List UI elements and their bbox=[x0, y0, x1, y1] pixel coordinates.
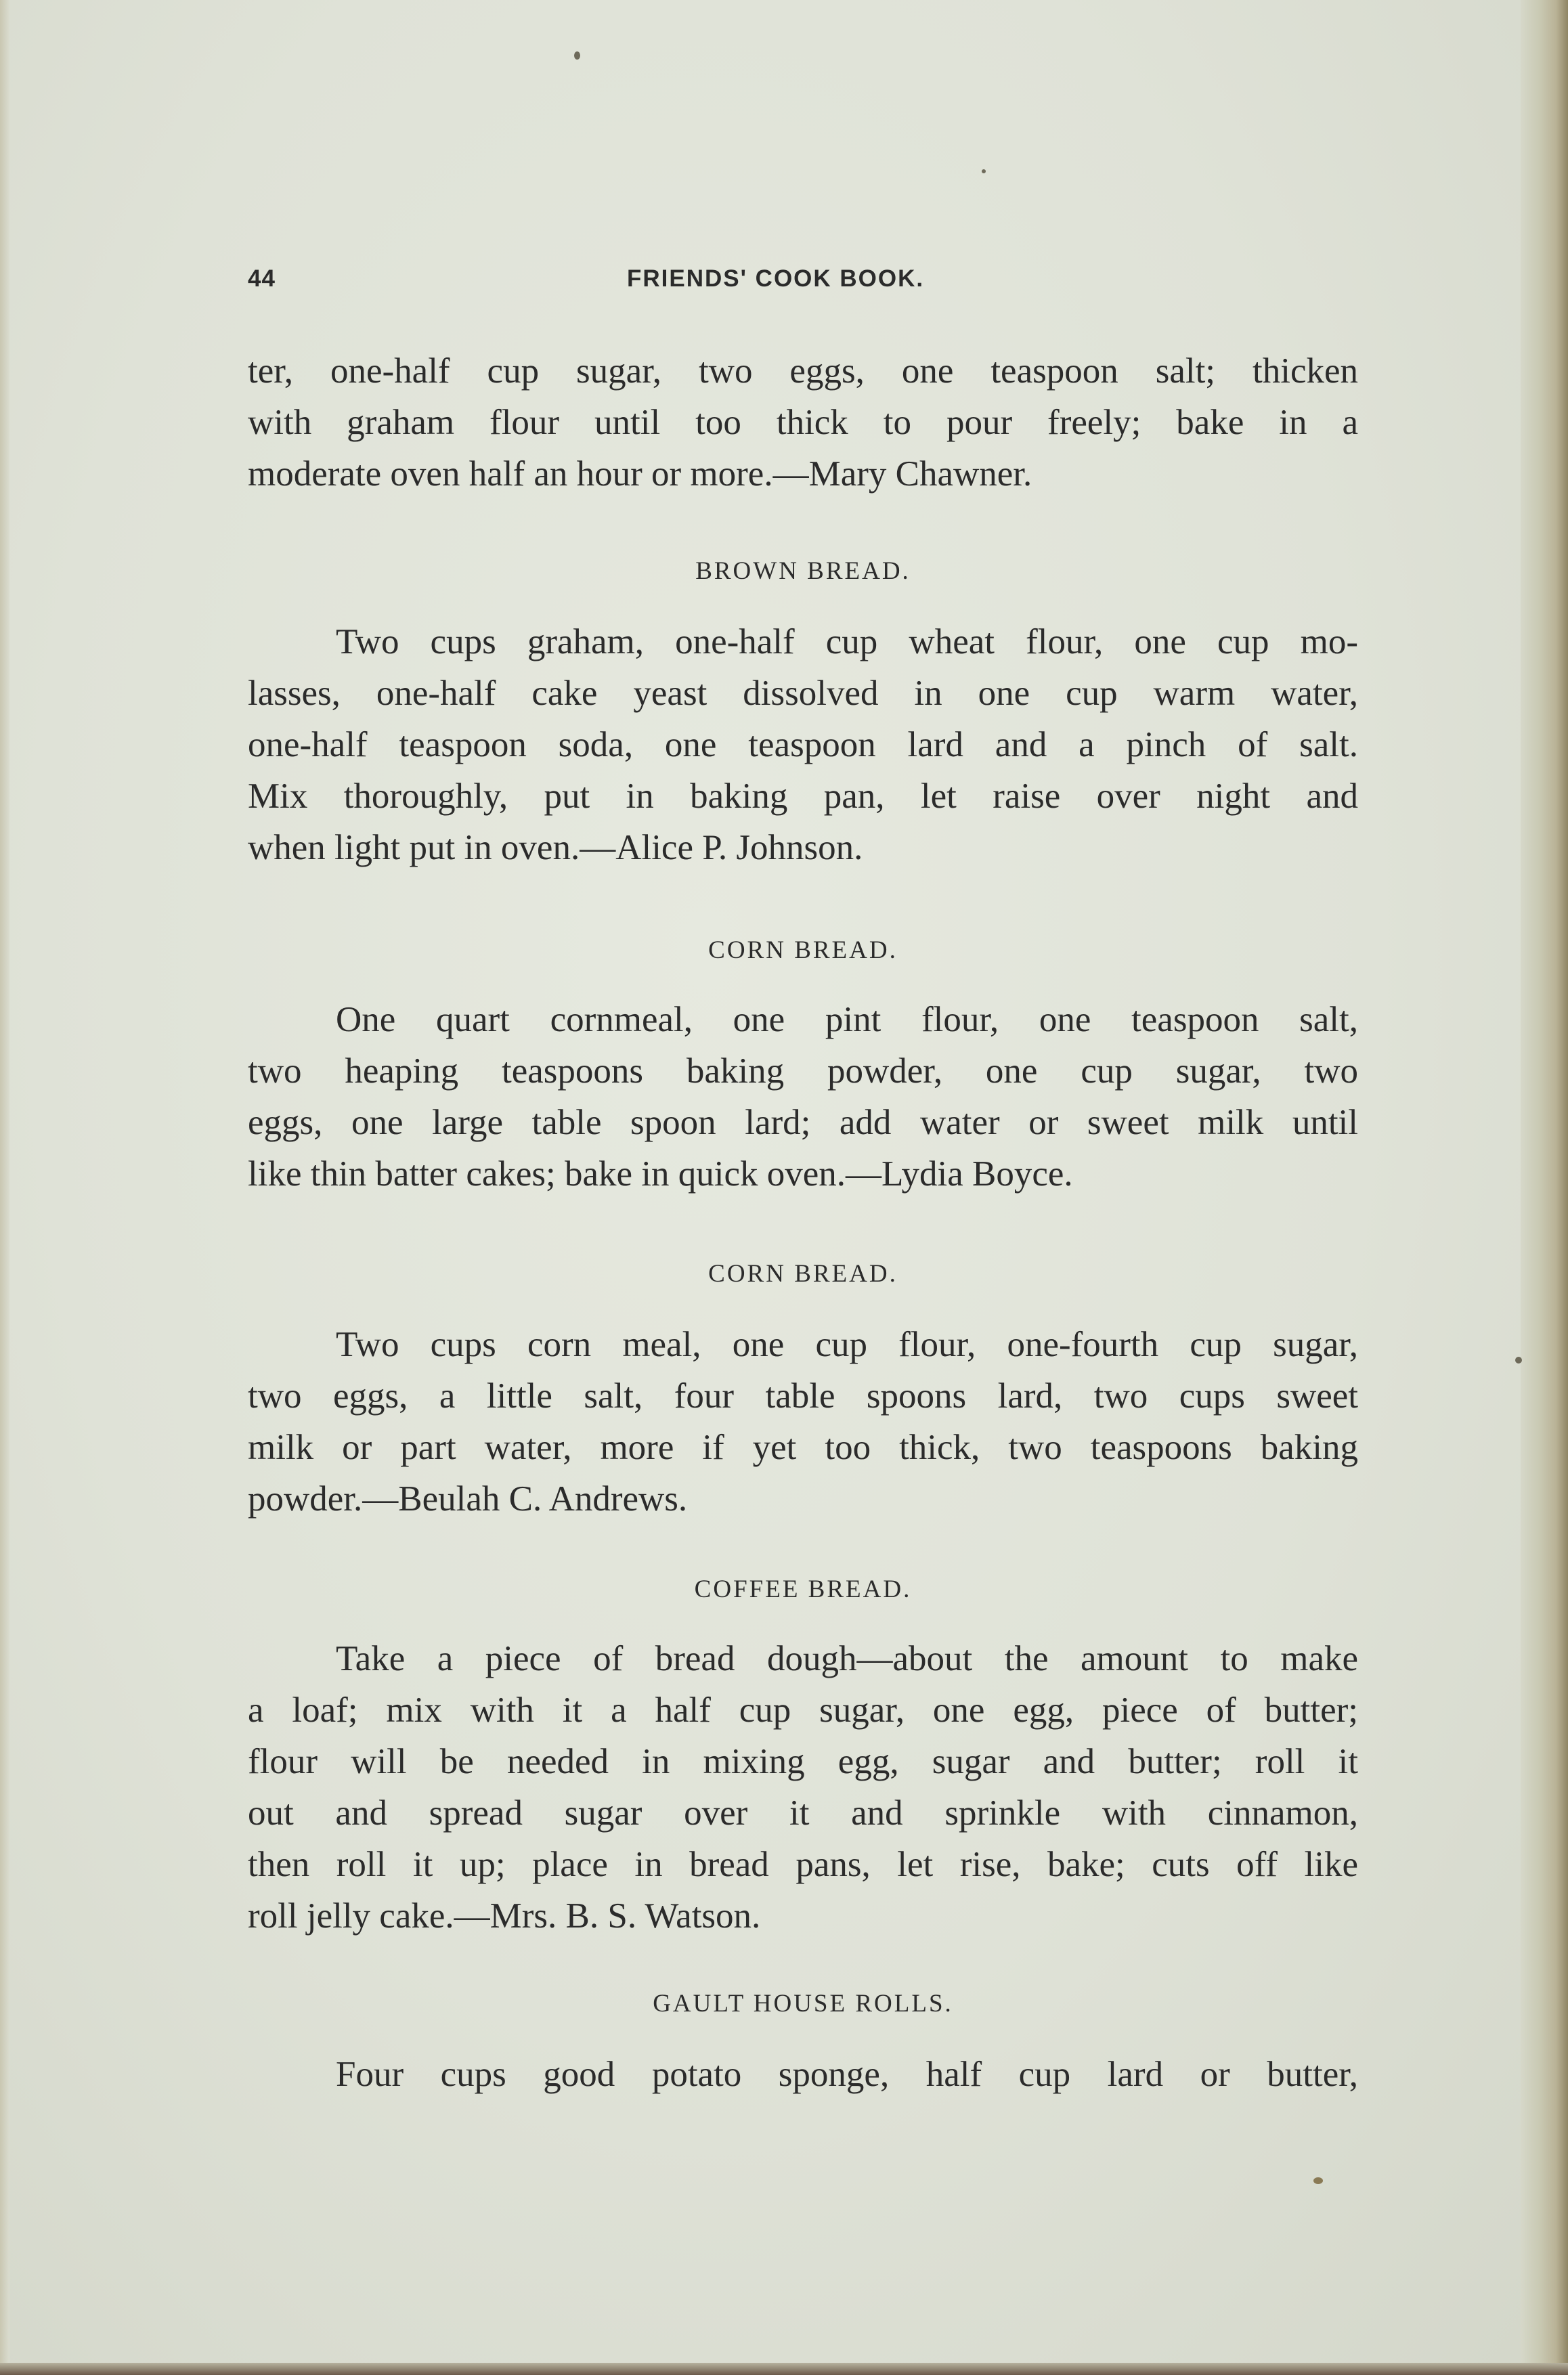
text-line: flour will be needed in mixing egg, sugar and butter; roll it bbox=[248, 1742, 1358, 1781]
ink-speck bbox=[1313, 2177, 1323, 2184]
text-line: eggs, one large table spoon lard; add water or sweet milk until bbox=[248, 1103, 1358, 1142]
text-line: Mix thoroughly, put in baking pan, let raise over night and bbox=[248, 777, 1358, 816]
running-title: FRIENDS' COOK BOOK. bbox=[627, 265, 925, 292]
page-number: 44 bbox=[248, 265, 276, 292]
recipe-body-coffee-bread bbox=[248, 1633, 1358, 1942]
text-line: moderate oven half an hour or more.—Mary Chawner. bbox=[248, 454, 1032, 494]
recipe-heading-corn-bread-1 bbox=[248, 936, 1358, 965]
text-line: Four cups good potato sponge, half cup lard or butter, bbox=[336, 2055, 1358, 2094]
recipe-paragraph bbox=[248, 994, 1358, 1200]
ink-speck bbox=[1515, 1357, 1522, 1364]
text-line: roll jelly cake.—Mrs. B. S. Watson. bbox=[248, 1896, 761, 1936]
text-line: a loaf; mix with it a half cup sugar, one egg, piece of butter; bbox=[248, 1691, 1358, 1730]
recipe-title: GAULT HOUSE ROLLS. bbox=[653, 1990, 953, 2018]
recipe-heading-corn-bread-2 bbox=[248, 1259, 1358, 1288]
recipe-paragraph bbox=[248, 2049, 1358, 2100]
text-line: like thin batter cakes; bake in quick oven.—Lydia Boyce. bbox=[248, 1154, 1073, 1194]
recipe-body-corn-bread-2 bbox=[248, 1319, 1358, 1525]
recipe-heading-coffee-bread bbox=[248, 1575, 1358, 1604]
text-line: when light put in oven.—Alice P. Johnson. bbox=[248, 828, 863, 867]
text-line: then roll it up; place in bread pans, let rise, bake; cuts off like bbox=[248, 1845, 1358, 1884]
text-line: two heaping teaspoons baking powder, one cup sugar, two bbox=[248, 1051, 1358, 1091]
text-line: milk or part water, more if yet too thick, two teaspoons baking bbox=[248, 1428, 1358, 1467]
text-line: ter, one-half cup sugar, two eggs, one teaspoon salt; thicken bbox=[248, 351, 1358, 391]
continuation-block bbox=[248, 345, 1358, 500]
text-line: two eggs, a little salt, four table spoons lard, two cups sweet bbox=[248, 1376, 1358, 1416]
recipe-paragraph bbox=[248, 616, 1358, 873]
ink-speck bbox=[574, 51, 580, 60]
page-left-edge bbox=[0, 0, 9, 2375]
text-line: Two cups graham, one-half cup wheat flour, one cup mo- bbox=[336, 622, 1358, 661]
recipe-body-gault-house-rolls bbox=[248, 2049, 1358, 2100]
running-head bbox=[248, 265, 1358, 299]
text-line: with graham flour until too thick to pour freely; bake in a bbox=[248, 403, 1358, 442]
recipe-title: CORN BREAD. bbox=[708, 936, 898, 964]
recipe-title: BROWN BREAD. bbox=[695, 557, 911, 585]
continuation-paragraph bbox=[248, 345, 1358, 500]
text-line: Two cups corn meal, one cup flour, one-fourth cup sugar, bbox=[336, 1325, 1358, 1364]
recipe-body-corn-bread-1 bbox=[248, 994, 1358, 1200]
recipe-title: COFFEE BREAD. bbox=[694, 1575, 912, 1603]
text-line: out and spread sugar over it and sprinkle with cinnamon, bbox=[248, 1793, 1358, 1833]
recipe-paragraph bbox=[248, 1633, 1358, 1942]
text-line: Take a piece of bread dough—about the amount to make bbox=[336, 1639, 1358, 1678]
text-line: lasses, one-half cake yeast dissolved in one cup warm water, bbox=[248, 674, 1358, 713]
recipe-body-brown-bread bbox=[248, 616, 1358, 873]
page-bottom-edge bbox=[0, 2363, 1568, 2375]
text-line: One quart cornmeal, one pint flour, one teaspoon salt, bbox=[336, 1000, 1358, 1039]
recipe-paragraph bbox=[248, 1319, 1358, 1525]
recipe-heading-brown-bread bbox=[248, 557, 1358, 586]
recipe-title: CORN BREAD. bbox=[708, 1260, 898, 1288]
book-spine-edge bbox=[1521, 0, 1568, 2375]
recipe-heading-gault-house-rolls bbox=[248, 1989, 1358, 2018]
text-line: one-half teaspoon soda, one teaspoon lard and a pinch of salt. bbox=[248, 725, 1358, 764]
text-line: powder.—Beulah C. Andrews. bbox=[248, 1479, 688, 1519]
ink-speck bbox=[982, 169, 986, 173]
